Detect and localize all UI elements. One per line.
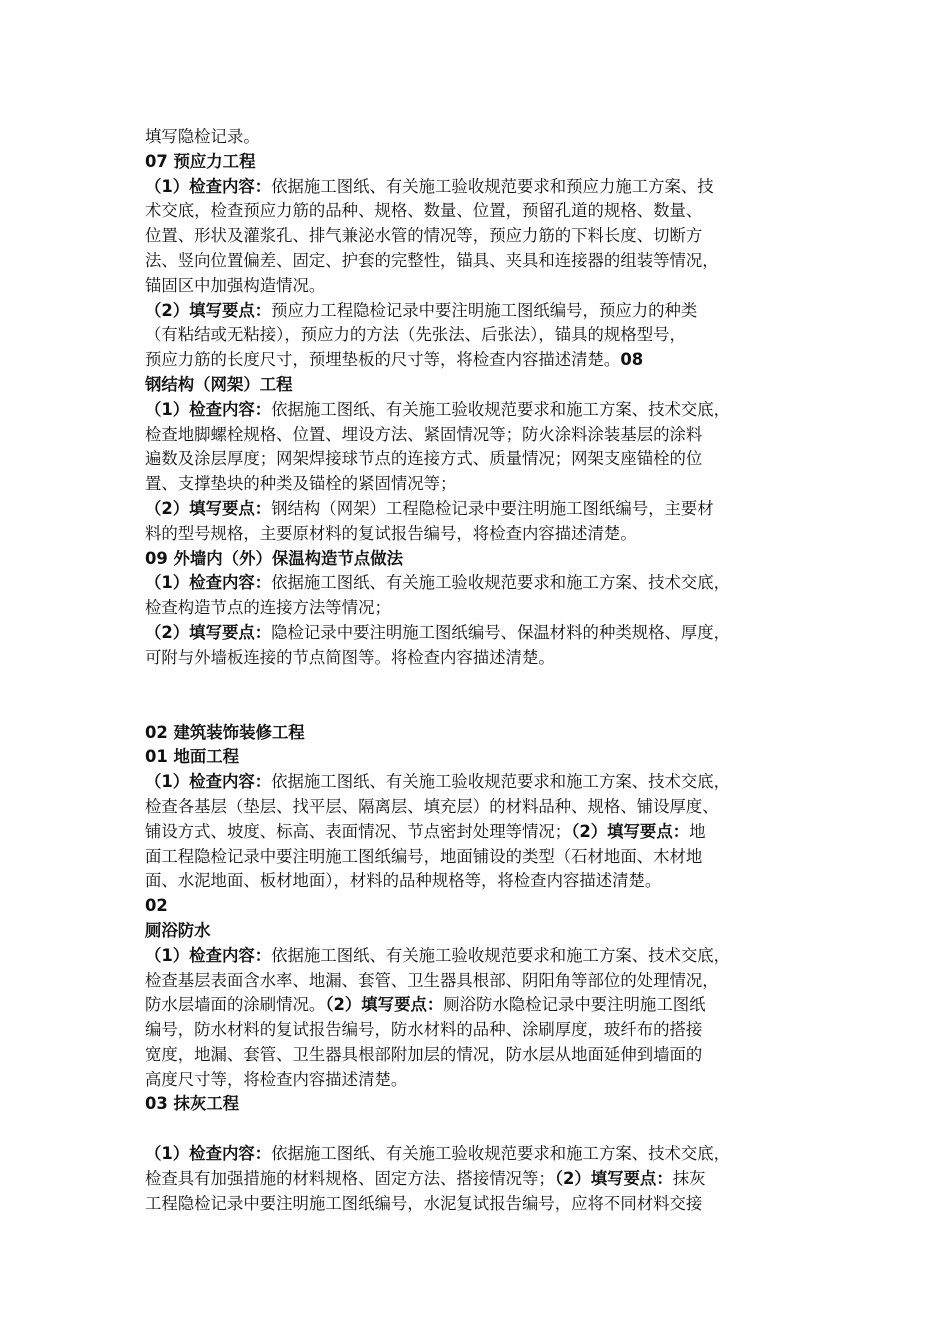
text-line: 料的型号规格，主要原材料的复试报告编号，将检查内容描述清楚。 xyxy=(145,523,637,543)
section-heading: 01 地面工程 xyxy=(145,747,240,767)
text-line: 检查具有加强措施的材料规格、固定方法、搭接情况等；（2）填写要点：抹灰 xyxy=(145,1169,706,1189)
text-line: （1）检查内容：依据施工图纸、有关施工验收规范要求和施工方案、技术交底， xyxy=(145,772,731,792)
text-line: （1）检查内容：依据施工图纸、有关施工验收规范要求和施工方案、技术交底， xyxy=(145,573,731,593)
text-line: 检查各基层（垫层、找平层、隔离层、填充层）的材料品种、规格、铺设厚度、 xyxy=(145,796,719,816)
text-line: 锚固区中加强构造情况。 xyxy=(145,275,326,295)
text-line: 术交底，检查预应力筋的品种、规格、数量、位置，预留孔道的规格、数量、 xyxy=(145,201,703,221)
label-fill-points: （2）填写要点： xyxy=(145,300,272,320)
label-fill-points: （2）填写要点： xyxy=(325,995,444,1015)
label-check-content: （1）检查内容： xyxy=(145,399,272,419)
label-fill-points: （2）填写要点： xyxy=(145,622,272,642)
text-line: 置、支撑垫块的种类及锚栓的紧固情况等； xyxy=(145,474,457,494)
section-heading: 07 预应力工程 xyxy=(145,151,256,171)
text-line: 可附与外墙板连接的节点简图等。将检查内容描述清楚。 xyxy=(145,647,555,667)
label-fill-points: （2）填写要点： xyxy=(554,1169,673,1189)
text-line: （2）填写要点：预应力工程隐检记录中要注明施工图纸编号，预应力的种类 xyxy=(145,300,698,320)
text-line: （1）检查内容：依据施工图纸、有关施工验收规范要求和施工方案、技术交底， xyxy=(145,945,731,965)
text-line: 防水层墙面的涂刷情况。（2）填写要点：厕浴防水隐检记录中要注明施工图纸 xyxy=(145,995,706,1015)
text-line: 检查地脚螺栓规格、位置、埋设方法、紧固情况等；防火涂料涂装基层的涂料 xyxy=(145,424,703,444)
label-check-content: （1）检查内容： xyxy=(145,176,272,196)
text-line: （1）检查内容：依据施工图纸、有关施工验收规范要求和施工方案、技术交底， xyxy=(145,1144,731,1164)
section-number: 02 xyxy=(145,896,168,916)
section-heading: 厕浴防水 xyxy=(145,920,211,940)
text-line: 检查基层表面含水率、地漏、套管、卫生器具根部、阴阳角等部位的处理情况， xyxy=(145,970,719,990)
text-line: 填写隐检记录。 xyxy=(145,127,260,146)
label-fill-points: （2）填写要点： xyxy=(145,498,272,518)
blank-space xyxy=(145,1117,820,1142)
text-line: （2）填写要点：钢结构（网架）工程隐检记录中要注明施工图纸编号，主要材 xyxy=(145,498,714,518)
text-line: （2）填写要点：隐检记录中要注明施工图纸编号、保温材料的种类规格、厚度， xyxy=(145,622,731,642)
text-line: 面、水泥地面、板材地面），材料的品种规格等，将检查内容描述清楚。 xyxy=(145,871,662,891)
text-line: 位置、形状及灌浆孔、排气兼泌水管的情况等，预应力筋的下料长度、切断方 xyxy=(145,226,703,246)
blank-space xyxy=(145,671,820,721)
text-line: 工程隐检记录中要注明施工图纸编号，水泥复试报告编号，应将不同材料交接 xyxy=(145,1193,703,1213)
label-check-content: （1）检查内容： xyxy=(145,573,272,593)
section-number: 08 xyxy=(620,350,644,370)
text-line: 高度尺寸等，将检查内容描述清楚。 xyxy=(145,1069,408,1089)
section-heading: 09 外墙内（外）保温构造节点做法 xyxy=(145,548,403,568)
section-heading: 03 抹灰工程 xyxy=(145,1094,240,1114)
text-line: （1）检查内容：依据施工图纸、有关施工验收规范要求和施工方案、技术交底， xyxy=(145,399,731,419)
text-line: （有粘结或无粘接），预应力的方法（先张法、后张法），锚具的规格型号， xyxy=(145,325,686,345)
text-line: 法、竖向位置偏差、固定、护套的完整性，锚具、夹具和连接器的组装等情况， xyxy=(145,250,719,270)
text-line: 宽度，地漏、套管、卫生器具根部附加层的情况，防水层从地面延伸到墙面的 xyxy=(145,1044,703,1064)
section-heading: 钢结构（网架）工程 xyxy=(145,374,293,394)
text-line: 预应力筋的长度尺寸，预埋垫板的尺寸等，将检查内容描述清楚。08 xyxy=(145,350,644,370)
chapter-heading: 02 建筑装饰装修工程 xyxy=(145,722,305,742)
text-line: 编号，防水材料的复试报告编号，防水材料的品种、涂刷厚度，玻纤布的搭接 xyxy=(145,1020,703,1040)
label-check-content: （1）检查内容： xyxy=(145,772,272,792)
document-body xyxy=(145,125,820,1217)
label-check-content: （1）检查内容： xyxy=(145,1144,272,1164)
text-line: 铺设方式、坡度、标高、表面情况、节点密封处理等情况；（2）填写要点：地 xyxy=(145,821,706,841)
text-line: （1）检查内容：依据施工图纸、有关施工验收规范要求和预应力施工方案、技 xyxy=(145,176,714,196)
label-check-content: （1）检查内容： xyxy=(145,945,272,965)
text-line: 检查构造节点的连接方法等情况； xyxy=(145,598,391,618)
label-fill-points: （2）填写要点： xyxy=(571,821,690,841)
text-line: 面工程隐检记录中要注明施工图纸编号，地面铺设的类型（石材地面、木材地 xyxy=(145,846,703,866)
text-line: 遍数及涂层厚度；网架焊接球节点的连接方式、质量情况；网架支座锚栓的位 xyxy=(145,449,703,469)
